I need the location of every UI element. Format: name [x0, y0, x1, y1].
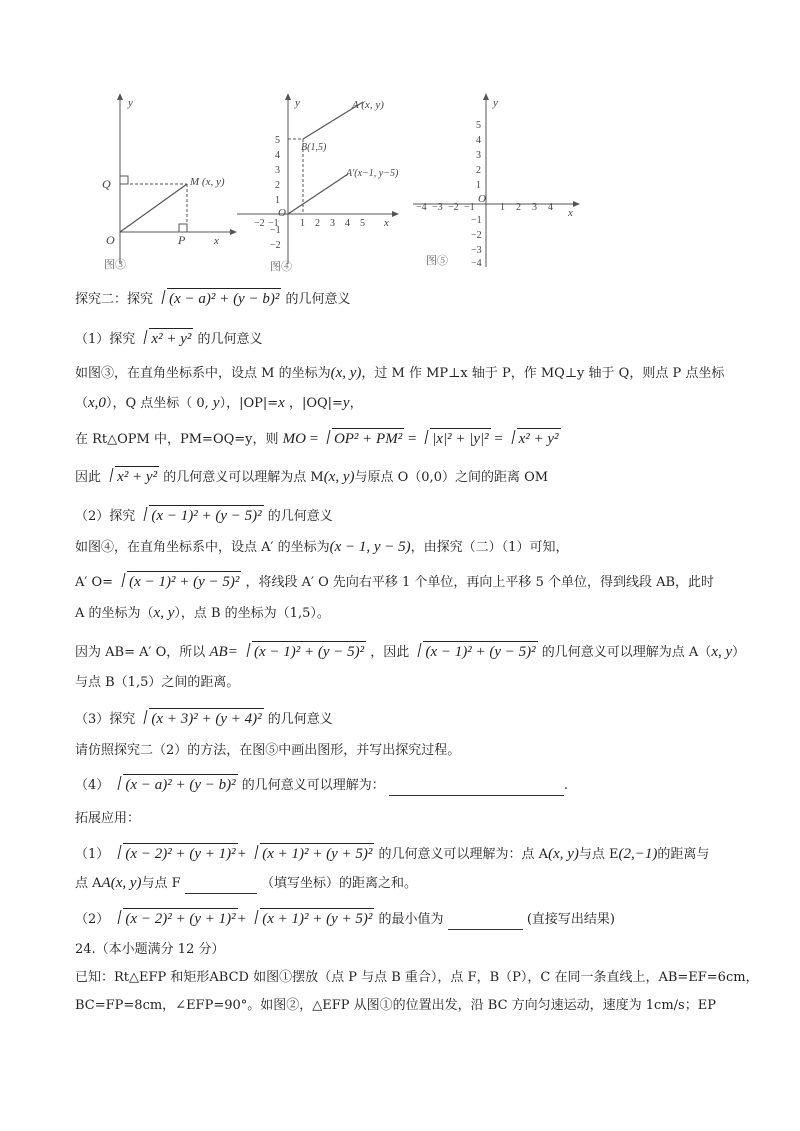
fig4-xtick: 1: [300, 218, 305, 229]
fig4-y-label: y: [295, 97, 300, 109]
question-24-header: 24.（本小题满分 12 分）: [75, 942, 225, 957]
fig5-ytick: −4: [471, 258, 482, 269]
fig4-A2-label: A'(x−1, y−5): [346, 168, 399, 179]
line-part-1: （1）探究 x² + y² 的几何意义: [75, 328, 800, 350]
fig5-xtick: −4: [416, 202, 427, 213]
fig5-xtick: 2: [516, 202, 521, 213]
line-ext-1: （1） (x − 2)² + (y + 1)² + (x + 1)² + (y + 5)² 的几何意义可以理解为：点 A(x, y)与点 E(2,−1)的距离与: [75, 843, 800, 865]
line-fig3-desc: 如图③，在直角坐标系中，设点 M 的坐标为(x, y)，过 M 作 MP⊥x 轴于 P，作 MQ⊥y 轴于 Q，则点 P 点坐标: [75, 365, 725, 381]
fig5-caption: 图⑤: [426, 255, 448, 267]
line-fig4-desc: 如图④，在直角坐标系中，设点 A′ 的坐标为(x − 1, y − 5)，由探究（二）（1）可知，: [75, 539, 569, 555]
fig4-ytick: −1: [270, 225, 281, 236]
fig5-xtick: 4: [548, 202, 553, 213]
sqrt-expr: (x − a)² + (y − b)²: [158, 288, 281, 309]
line-rt-triangle: 在 Rt△OPM 中，PM=OQ=y，则 MO = OP² + PM² = |x|² + |y|² = x² + y²: [75, 428, 800, 450]
fig3-y-label: y: [128, 97, 133, 109]
line-extension: 拓展应用：: [75, 811, 141, 826]
line-a-coords: A 的坐标为（x, y），点 B 的坐标为（1,5）。: [75, 605, 330, 621]
fig5-y-label: y: [493, 97, 498, 109]
line-therefore-om: 因此 x² + y² 的几何意义可以理解为点 M(x, y)与原点 O（0,0）之间的距离 OM: [75, 466, 800, 488]
fig5-xtick: −1: [464, 202, 475, 213]
fig4-ytick: 1: [275, 195, 280, 206]
figure-4: [232, 92, 407, 277]
fig4-xtick: −2: [254, 218, 265, 229]
fig3-x-label: x: [214, 235, 219, 247]
answer-blank[interactable]: [389, 781, 564, 796]
fig5-ytick: 5: [476, 120, 481, 131]
fig4-ytick: 5: [275, 135, 280, 146]
fig4-ytick: 4: [275, 150, 280, 161]
fig5-ytick: −3: [471, 245, 482, 256]
fig4-xtick: 4: [345, 218, 350, 229]
figure-3: [90, 92, 240, 277]
fig3-M-label: M (x, y): [190, 176, 225, 188]
line-part-4: （4） (x − a)² + (y − b)² 的几何意义可以理解为： .: [75, 774, 800, 796]
fig5-ytick: 3: [476, 150, 481, 161]
fig4-x-label: x: [384, 217, 389, 229]
fig4-A-label: A (x, y): [352, 99, 384, 111]
fig4-caption: 图④: [270, 261, 292, 273]
line-part-2: （2）探究 (x − 1)² + (y − 5)² 的几何意义: [75, 505, 800, 527]
fig4-xtick: 3: [330, 218, 335, 229]
fig3-Q-label: Q: [102, 177, 111, 191]
fig4-B-label: B(1,5): [301, 142, 327, 153]
fig3-O-label: O: [106, 233, 115, 247]
fig4-O-label: O: [278, 207, 286, 219]
line-ext-2: （2） (x − 2)² + (y + 1)² + (x + 1)² + (y + 5)² 的最小值为 (直接写出结果): [75, 908, 800, 930]
fig4-xtick: 5: [360, 218, 365, 229]
answer-blank[interactable]: [185, 879, 257, 894]
fig5-xtick: 1: [500, 202, 505, 213]
answer-blank[interactable]: [448, 915, 523, 930]
fig5-ytick: 4: [476, 135, 481, 146]
fig4-ytick: 3: [275, 165, 280, 176]
line-explore-2: 探究二：探究 (x − a)² + (y − b)² 的几何意义: [75, 288, 800, 310]
question-24-line-2: BC=FP=8cm，∠EFP=90°。如图②，△EFP 从图①的位置出发，沿 BC 方向匀速运动，速度为 1cm/s；EP: [75, 998, 716, 1013]
fig5-xtick: −2: [448, 202, 459, 213]
figure-5: [408, 92, 588, 272]
fig5-xtick: −3: [432, 202, 443, 213]
sqrt-expr: x² + y²: [140, 328, 193, 349]
line-translate: A′ O= (x − 1)² + (y − 5)² ，将线段 A′ O 先向右平移 1 个单位，再向上平移 5 个单位，得到线段 AB，此时: [75, 571, 800, 593]
fig3-P-label: P: [178, 233, 186, 247]
fig4-xtick: 2: [315, 218, 320, 229]
line-part-3: （3）探究 (x + 3)² + (y + 4)² 的几何意义: [75, 708, 800, 730]
fig5-ytick: −1: [471, 215, 482, 226]
fig3-caption: 图③: [104, 259, 126, 271]
question-24-line-1: 已知：Rt△EFP 和矩形ABCD 如图①摆放（点 P 与点 B 重合），点 F，B（P），C 在同一条直线上，AB=EF=6cm，: [75, 970, 759, 985]
line-distance-b: 与点 B（1,5）之间的距离。: [75, 675, 240, 690]
fig5-x-label: x: [568, 207, 573, 219]
fig4-ytick: −2: [270, 240, 281, 251]
fig4-ytick: 2: [275, 180, 280, 191]
line-imitate: 请仿照探究二（2）的方法，在图⑤中画出图形，并写出探究过程。: [75, 743, 461, 758]
fig5-ytick: −2: [471, 230, 482, 241]
fig5-ytick: 1: [476, 180, 481, 191]
line-ab-eq: 因为 AB= A′ O，所以 AB= (x − 1)² + (y − 5)² ，因此 (x − 1)² + (y − 5)² 的几何意义可以理解为点 A（x, y）: [75, 641, 800, 663]
fig5-O-label: O: [478, 193, 486, 205]
line-coords: （x,0），Q 点坐标（ 0, y），|OP|=x ，|OQ|=y，: [75, 395, 363, 411]
fig5-ytick: 2: [476, 165, 481, 176]
fig5-xtick: 3: [532, 202, 537, 213]
fig4-xtick: −1: [268, 218, 279, 229]
line-ext-1b: 点 AA(x, y)与点 F （填写坐标）的距离之和。: [75, 873, 800, 894]
